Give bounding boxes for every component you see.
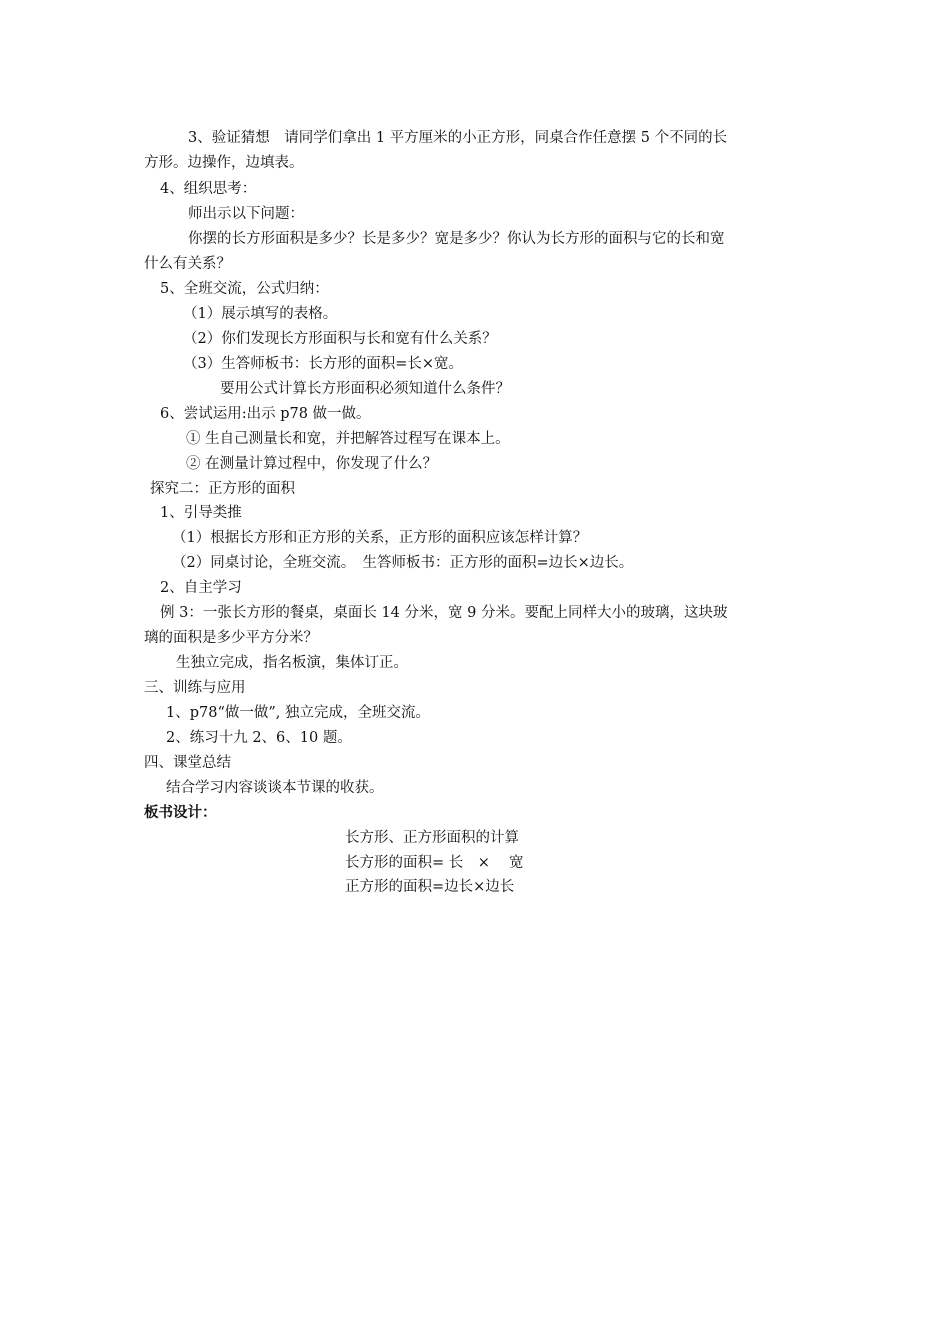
section-heading: 四、课堂总结: [144, 755, 231, 771]
board-formula: 正方形的面积=边长×边长: [345, 879, 515, 895]
text-line: 要用公式计算长方形面积必须知道什么条件？: [220, 381, 510, 397]
text-line: （1）根据长方形和正方形的关系，正方形的面积应该怎样计算？: [172, 530, 588, 546]
text-line: 2、练习十九 2、6、10 题。: [166, 730, 352, 746]
text-line: 什么有关系？: [144, 256, 231, 272]
text-line: 结合学习内容谈谈本节课的收获。: [166, 780, 384, 796]
text-line: 4、组织思考：: [160, 181, 257, 197]
text-line: 生独立完成，指名板演，集体订正。: [176, 655, 408, 671]
text-line: 1、引导类推: [160, 505, 242, 521]
text-line: ① 生自己测量长和宽，并把解答过程写在课本上。: [186, 431, 510, 447]
text-line: （2）你们发现长方形面积与长和宽有什么关系？: [183, 331, 497, 347]
section-heading: 三、训练与应用: [144, 680, 246, 696]
text-line: 师出示以下问题：: [188, 206, 304, 222]
text-line: 你摆的长方形面积是多少？长是多少？宽是多少？你认为长方形的面积与它的长和宽: [188, 231, 725, 247]
text-line: （2）同桌讨论，全班交流。 生答师板书：正方形的面积=边长×边长。: [172, 555, 634, 571]
text-line: 6、尝试运用:出示 p78 做一做。: [160, 406, 371, 422]
text-line: 3、验证猜想 请同学们拿出 1 平方厘米的小正方形，同桌合作任意摆 5 个不同的长: [188, 130, 728, 146]
text-line: 璃的面积是多少平方分米？: [144, 630, 318, 646]
text-line: 1、p78“做一做”, 独立完成，全班交流。: [166, 705, 431, 721]
board-design-heading: 板书设计：: [144, 805, 217, 821]
text-line: 5、全班交流，公式归纳：: [160, 281, 329, 297]
board-formula: 长方形的面积= 长 × 宽: [345, 855, 524, 871]
text-line: 例 3：一张长方形的餐桌，桌面长 14 分米，宽 9 分米。要配上同样大小的玻璃，这块玻: [160, 605, 728, 621]
section-heading: 探究二：正方形的面积: [150, 481, 295, 497]
text-line: （1）展示填写的表格。: [183, 306, 338, 322]
text-line: 方形。边操作，边填表。: [144, 155, 304, 171]
text-line: ② 在测量计算过程中，你发现了什么？: [186, 456, 438, 472]
text-line: （3）生答师板书：长方形的面积=长×宽。: [183, 356, 464, 372]
board-title: 长方形、正方形面积的计算: [345, 830, 519, 846]
text-line: 2、自主学习: [160, 580, 242, 596]
